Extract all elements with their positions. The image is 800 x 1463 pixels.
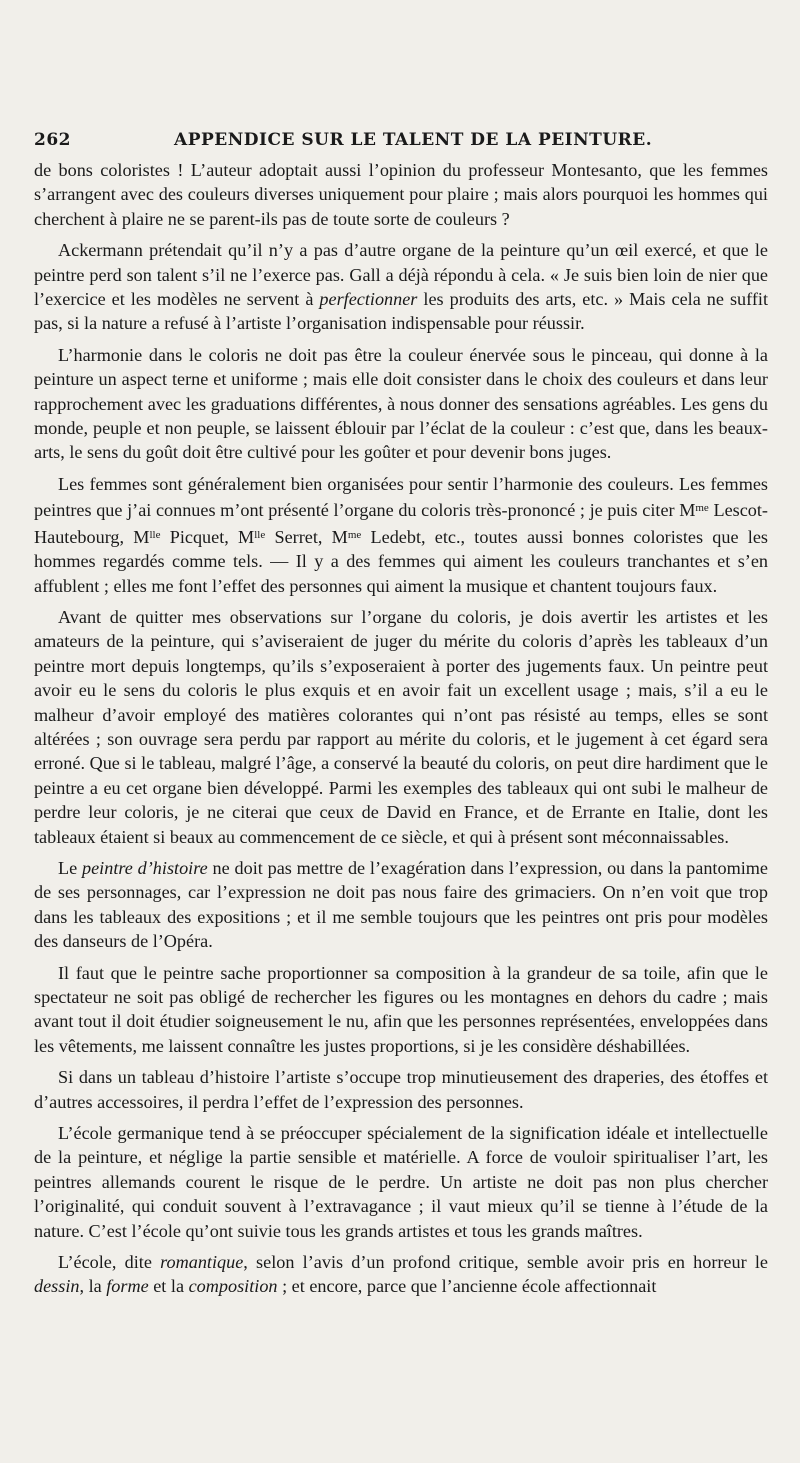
- superscript-text: me: [347, 528, 362, 541]
- text-run: Si dans un tableau d’histoire l’artiste s’occupe trop minutieusement des draperies, des étoffes et d’autres accessoires, il perdra l’effet de l’expression des personnes.: [34, 1067, 768, 1112]
- text-run: Les femmes sont généralement bien organisées pour sentir l’harmonie des couleurs. Les femmes peintres que j’ai connues m’ont présenté l’organe du coloris très-prononcé ; je puis citer M: [34, 473, 768, 521]
- text-run: de bons coloristes ! L’auteur adoptait aussi l’opinion du professeur Montesanto, que les femmes s’arrangent avec des couleurs diverses uniquement pour plaire ; mais alors pourquoi les hommes qui cherchent à plaire ne se parent-ils pas de toute sorte de couleurs ?: [34, 160, 768, 229]
- text-run: et la: [148, 1276, 189, 1297]
- text-run: ; et encore, parce que l’ancienne école affectionnait: [277, 1276, 657, 1297]
- paragraph: [34, 605, 768, 849]
- text-run: Le: [58, 857, 82, 878]
- text-run: les produits des arts, etc. » Mais cela ne suffit pas, si la nature a refusé à l’artiste l’organisation indispensable pour réussir.: [34, 289, 769, 334]
- text-run: L’école germanique tend à se préoccuper spécialement de la signification idéale et intellectuelle de la peinture, et néglige la partie sensible et matérielle. A force de vouloir spiritualiser l’art, les peintres allemands courent le risque de le perdre. Un artiste ne doit pas non plus chercher l’originalité, qui conduit souvent à l’extravagance ; il vaut mieux qu’il se tienne à l’étude de la nature. C’est l’école qu’ont suivie tous les grands artistes et tous les grands maîtres.: [34, 1123, 768, 1241]
- superscript-text: lle: [149, 528, 161, 541]
- superscript-text: lle: [254, 528, 266, 541]
- italic-text: peintre d’histoire: [82, 857, 208, 878]
- text-run: Serret, M: [265, 526, 348, 547]
- body-text: [34, 158, 768, 1299]
- paragraph: [34, 1065, 768, 1114]
- text-run: Ledebt, etc., toutes aussi bonnes coloristes que les hommes regardés comme tels. — Il y a des femmes qui aiment les couleurs tranchantes et s’en affublent ; elles me font l’effet des personnes qui aiment la musique et chantent toujours faux.: [34, 526, 768, 596]
- paragraph: [34, 961, 768, 1059]
- italic-text: dessin: [34, 1276, 80, 1297]
- text-run: Lescot-Hautebourg, M: [34, 500, 768, 547]
- paragraph: [34, 1250, 768, 1299]
- page-header: [34, 130, 768, 150]
- text-run: L’harmonie dans le coloris ne doit pas être la couleur énervée sous le pinceau, qui donne à la peinture un aspect terne et uniforme ; mais elle doit consister dans le choix des couleurs et dans leur rapprochement avec les graduations différentes, à nous donner des sensations agréables. Les gens du monde, peuple et non peuple, se laissent éblouir par l’éclat de la couleur : c’est que, dans les beaux-arts, le sens du goût doit être cultivé pour les goûter et pour devenir bons juges.: [34, 344, 768, 463]
- italic-text: romantique: [160, 1252, 244, 1273]
- paragraph: [34, 1121, 768, 1243]
- text-run: , la: [79, 1276, 107, 1297]
- italic-text: forme: [106, 1276, 149, 1297]
- paragraph: [34, 856, 768, 954]
- text-run: , selon l’avis d’un profond critique, semble avoir pris en horreur le: [243, 1252, 768, 1273]
- text-run: Ackermann prétendait qu’il n’y a pas d’autre organe de la peinture qu’un œil exercé, et que le peintre perd son talent s’il ne l’exerce pas. Gall a déjà répondu à cela. « Je suis bien loin de nier que l’exercice et les modèles ne servent à: [34, 240, 768, 310]
- text-run: ne doit pas mettre de l’exagération dans l’expression, ou dans la pantomime de ses personnages, car l’expression ne doit pas nous faire des grimaciers. On n’en voit que trop dans les tableaux des expositions ; et il me semble toujours que les peintres ont pris pour modèles des danseurs de l’Opéra.: [34, 857, 768, 952]
- text-run: Avant de quitter mes observations sur l’organe du coloris, je dois avertir les artistes et les amateurs de la peinture, qui s’aviseraient de juger du mérite du coloris d’après les tableaux d’un peintre mort depuis longtemps, qu’ils s’exposeraient à porter des jugements faux. Un peintre peut avoir eu le sens du coloris le plus exquis et en avoir fait un excellent usage ; mais, s’il a eu le malheur d’avoir employé des matières colorantes qui n’ont pas résisté au temps, elles se sont altérées ; son ouvrage sera perdu par rapport au mérite du coloris, et le jugement à cet égard sera erroné. Que si le tableau, malgré l’âge, a conservé la beauté du coloris, on peut dire hardiment que le peintre a eu cet organe bien développé. Parmi les exemples des tableaux qui ont subi le malheur de perdre leur coloris, je ne citerai que ceux de David en France, et de Errante en Italie, dont les tableaux étaient si beaux au commencement de ce siècle, et qui à présent sont méconnaissables.: [34, 606, 768, 847]
- text-run: Il faut que le peintre sache proportionner sa composition à la grandeur de sa toile, afin que le spectateur ne soit pas obligé de rechercher les figures ou les montagnes en dehors du cadre ; mais avant tout il doit étudier soigneusement le nu, afin que les personnes représentées, enveloppées dans les vêtements, me laissent connaître les justes proportions, si je les considère déshabillées.: [34, 962, 768, 1056]
- paragraph: [34, 472, 768, 598]
- italic-text: perfectionner: [319, 289, 418, 310]
- italic-text: composition: [188, 1276, 278, 1297]
- superscript-text: me: [695, 502, 709, 515]
- page-number: 262: [34, 130, 71, 150]
- text-run: L’école, dite: [58, 1252, 161, 1273]
- paragraph: [34, 343, 768, 465]
- running-title: APPENDICE SUR LE TALENT DE LA PEINTURE.: [174, 130, 653, 150]
- paragraph: [34, 238, 768, 336]
- paragraph: [34, 158, 768, 231]
- text-run: Picquet, M: [160, 526, 255, 547]
